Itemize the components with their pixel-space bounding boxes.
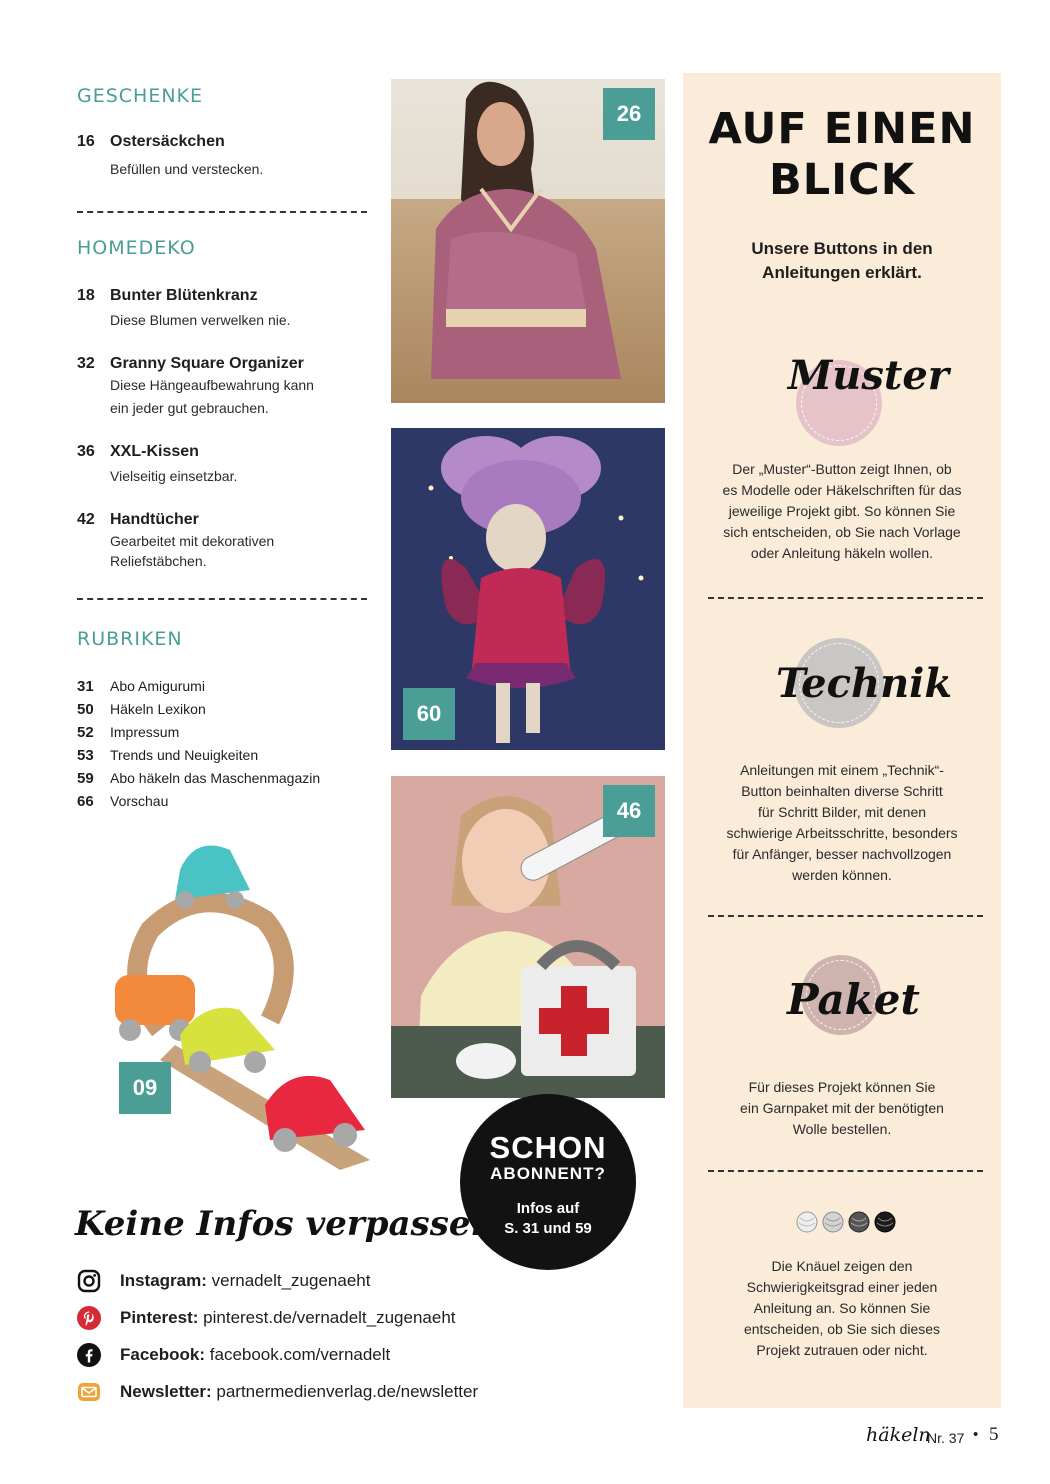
technik-text-line3: für Schritt Bilder, mit denen [757, 804, 927, 820]
social-label: Facebook: [120, 1345, 206, 1364]
knaeuel-text-line4: entscheiden, ob Sie sich dieses [743, 1321, 941, 1337]
toc-rubrik-item[interactable] [77, 790, 168, 812]
knaeuel-text-line2: Schwierigkeitsgrad einer jeden [746, 1279, 938, 1295]
page-number: 36 [77, 443, 95, 460]
toc-entry-granny-square-organizer[interactable] [77, 355, 367, 419]
info-panel [683, 73, 1001, 1408]
knaeuel-text-line5: Projekt zutrauen oder nicht. [756, 1342, 928, 1358]
rubrik-label: Häkeln Lexikon [110, 701, 206, 717]
entry-title: Bunter Blütenkranz [110, 287, 258, 304]
technik-text-line5: für Anfänger, besser nachvollzogen [732, 846, 952, 862]
muster-text-line3: jeweilige Projekt gibt. So können Sie [728, 503, 956, 519]
technik-button-label: Technik [776, 660, 953, 707]
panel-title-line2: BLICK [768, 155, 916, 205]
paket-text-line1: Für dieses Projekt können Sie [748, 1079, 936, 1095]
social-label: Newsletter: [120, 1382, 212, 1401]
paket-text-line2: ein Garnpaket mit der benötigten [740, 1100, 944, 1116]
page-badge: 26 [603, 88, 655, 140]
toc-entry-handtuecher[interactable] [77, 511, 367, 573]
pinterest-icon [77, 1306, 101, 1330]
social-handle: pinterest.de/vernadelt_zugenaeht [203, 1308, 456, 1327]
muster-button-label: Muster [788, 352, 949, 399]
page-number: 50 [77, 701, 94, 718]
page-number: 53 [77, 747, 94, 764]
toc-rubrik-item[interactable] [77, 675, 205, 697]
issue-number: Nr. 37 [927, 1430, 965, 1446]
toc-rubrik-item[interactable] [77, 721, 179, 743]
section-title-homedeko: HOMEDEKO [77, 237, 196, 259]
paket-button-label: Paket [787, 975, 920, 1024]
page-number: 52 [77, 724, 94, 741]
page-number: 32 [77, 355, 95, 372]
entry-description-line1: Gearbeitet mit dekorativen [110, 533, 275, 549]
technik-text-line4: schwierige Arbeitsschritte, besonders [726, 825, 958, 841]
entry-description-line2: Reliefstäbchen. [110, 553, 207, 569]
muster-text-line2: es Modelle oder Häkelschriften für das [722, 482, 962, 498]
social-handle: partnermedienverlag.de/newsletter [216, 1382, 479, 1401]
page-number: 66 [77, 793, 94, 810]
page-number: 16 [77, 133, 95, 150]
muster-text-line1: Der „Muster“-Button zeigt Ihnen, ob [732, 461, 952, 477]
knaeuel-text-line3: Anleitung an. So können Sie [753, 1300, 931, 1316]
knaeuel-text-line1: Die Knäuel zeigen den [771, 1258, 913, 1274]
instagram-icon [77, 1269, 101, 1293]
social-handle: facebook.com/vernadelt [209, 1345, 391, 1364]
entry-title: XXL-Kissen [110, 443, 199, 460]
technik-text-line6: werden können. [792, 867, 892, 883]
divider [77, 211, 367, 213]
panel-title-line1: AUF EINEN [708, 104, 976, 154]
yarn-balls-difficulty-icon [796, 1211, 900, 1233]
technik-text-line2: Button beinhalten diverse Schritt [741, 783, 943, 799]
rubrik-label: Trends und Neuigkeiten [110, 747, 259, 763]
photo-crochet-cars[interactable] [100, 830, 390, 1170]
toc-rubrik-item[interactable] [77, 698, 206, 720]
toc-rubrik-item[interactable] [77, 744, 258, 766]
section-title-geschenke: GESCHENKE [77, 85, 204, 107]
entry-title: Ostersäckchen [110, 133, 225, 150]
divider [708, 597, 983, 599]
social-heading: Keine Infos verpassen [75, 1204, 496, 1244]
entry-description-line2: ein jeder gut gebrauchen. [110, 400, 269, 416]
page-number: 59 [77, 770, 94, 787]
facebook-icon [77, 1343, 101, 1367]
divider [708, 1170, 983, 1172]
subscribe-line2: ABONNENT? [490, 1164, 606, 1183]
photo-crochet-fairy[interactable] [391, 428, 665, 750]
divider [77, 598, 367, 600]
photo-crochet-doctor-bag[interactable] [391, 776, 665, 1098]
panel-subtitle-line1: Unsere Buttons in den [751, 239, 933, 258]
page-badge: 09 [119, 1062, 171, 1114]
photo-crochet-poncho[interactable] [391, 79, 665, 403]
toc-entry-xxl-kissen[interactable] [77, 443, 367, 487]
social-handle: vernadelt_zugenaeht [211, 1271, 371, 1290]
entry-description: Diese Blumen verwelken nie. [110, 312, 291, 328]
rubrik-label: Abo Amigurumi [110, 678, 205, 694]
muster-text-line5: oder Anleitung häkeln wollen. [750, 545, 934, 561]
footer-bullet: • [973, 1426, 979, 1443]
page-badge: 46 [603, 785, 655, 837]
subscribe-line4: S. 31 und 59 [504, 1220, 592, 1237]
social-label: Instagram: [120, 1271, 207, 1290]
muster-text-line4: sich entscheiden, ob Sie nach Vorlage [723, 524, 961, 540]
rubrik-label: Vorschau [110, 793, 169, 809]
section-title-rubriken: RUBRIKEN [77, 628, 183, 650]
toc-rubrik-item[interactable] [77, 767, 320, 789]
entry-title: Handtücher [110, 511, 199, 528]
subscribe-line3: Infos auf [516, 1200, 580, 1217]
page-number: 18 [77, 287, 95, 304]
toc-entry-ostersaeckchen[interactable] [77, 133, 367, 183]
panel-subtitle-line2: Anleitungen erklärt. [762, 263, 922, 282]
page-number: 31 [77, 678, 94, 695]
page-badge: 60 [403, 688, 455, 740]
rubrik-label: Abo häkeln das Maschenmagazin [110, 770, 321, 786]
divider [708, 915, 983, 917]
entry-description: Befüllen und verstecken. [110, 161, 264, 177]
cars-illustration [100, 830, 390, 1170]
page-number: 5 [989, 1424, 999, 1445]
newsletter-icon [77, 1380, 101, 1404]
paket-text-line3: Wolle bestellen. [792, 1121, 892, 1137]
entry-description-line1: Diese Hängeaufbewahrung kann [110, 377, 314, 393]
rubrik-label: Impressum [110, 724, 180, 740]
entry-description: Vielseitig einsetzbar. [110, 468, 238, 484]
toc-entry-bluetenkranz[interactable] [77, 287, 367, 331]
technik-text-line1: Anleitungen mit einem „Technik“- [740, 762, 944, 778]
page-number: 42 [77, 511, 95, 528]
entry-title: Granny Square Organizer [110, 355, 304, 372]
social-label: Pinterest: [120, 1308, 199, 1327]
magazine-name: häkeln [866, 1424, 931, 1446]
subscribe-line1: SCHON [489, 1130, 607, 1165]
